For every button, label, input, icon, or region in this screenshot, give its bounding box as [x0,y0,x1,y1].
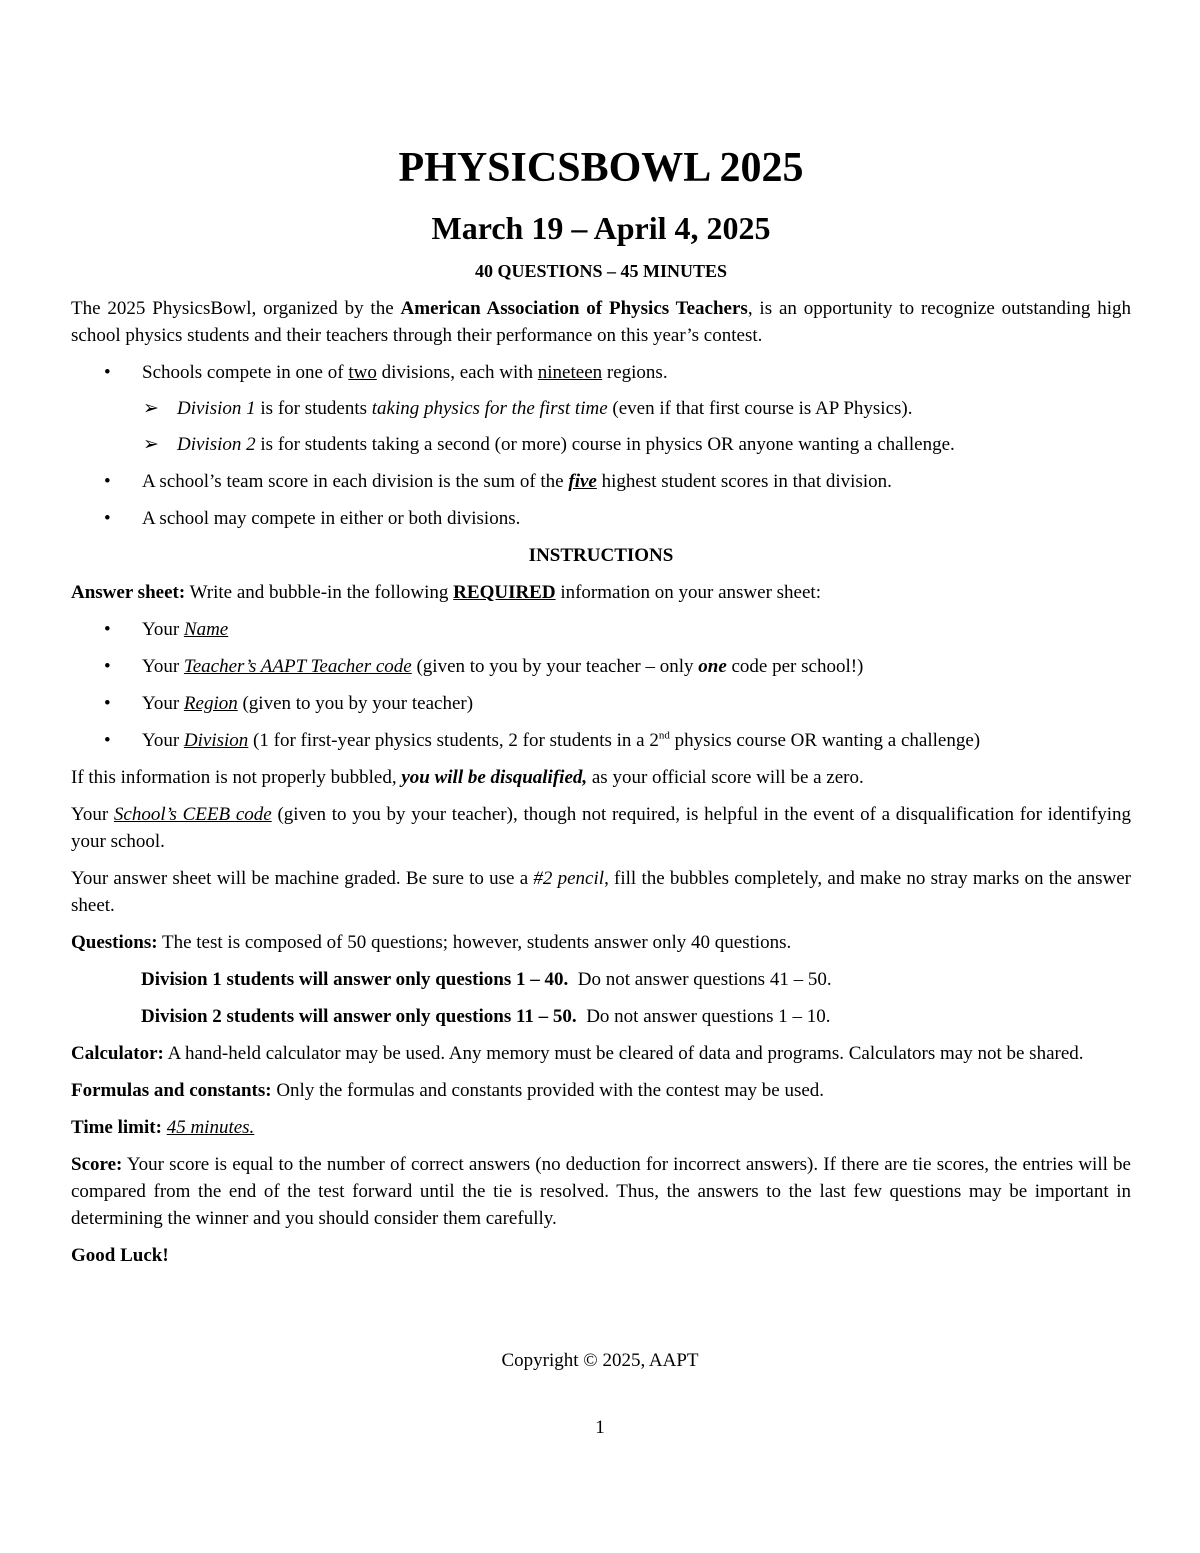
ceeb-paragraph: Your School’s CEEB code (given to you by your teacher), though not required, is helpful in the event of a disqualification for identifying your school. [71,804,1132,852]
list-item: • Your Name [71,616,1131,643]
time-limit-paragraph: Time limit: 45 minutes. [71,1117,255,1138]
list-item: • A school may compete in either or both divisions. [71,505,1131,532]
bullet-icon: • [104,730,111,751]
division-2-questions: Division 2 students will answer only questions 11 – 50. Do not answer questions 1 – 10. [141,1006,831,1027]
list-item-division-1: ➢ Division 1 is for students taking physics for the first time (even if that first course is AP Physics). [71,395,1131,422]
machine-graded-paragraph: Your answer sheet will be machine graded. Be sure to use a #2 pencil, fill the bubbles completely, and make no stray marks on the answer sheet. [71,868,1131,916]
bullet-icon: • [104,362,111,383]
team-rules-list [71,468,1131,532]
page-title: PHYSICSBOWL 2025 [398,145,804,191]
page-number: 1 [595,1417,605,1438]
arrowhead-bullet-icon: ➢ [143,398,159,419]
list-item: • Your Region (given to you by your teacher) [71,690,1131,717]
organization-name: American Association of Physics Teachers [400,298,748,319]
disqualification-note: If this information is not properly bubbled, you will be disqualified, as your official score will be a zero. [71,767,864,788]
arrowhead-bullet-icon: ➢ [143,434,159,455]
bullet-icon: • [104,471,111,492]
calculator-paragraph: Calculator: A hand-held calculator may be used. Any memory must be cleared of data and programs. Calculators may not be shared. [71,1043,1084,1064]
formulas-paragraph: Formulas and constants: Only the formulas and constants provided with the contest may be used. [71,1080,825,1101]
contest-format: 40 QUESTIONS – 45 MINUTES [474,261,728,281]
intro-paragraph: The 2025 PhysicsBowl, organized by the American Association of Physics Teachers, is an opportunity to recognize outstanding high school physics students and their teachers through their performance on this year’s contest. [71,298,1131,346]
list-item: • Schools compete in one of two divisions, each with nineteen regions. [71,359,1131,386]
required-info-list [71,616,1131,754]
list-item: • Your Division (1 for first-year physics students, 2 for students in a 2nd physics course OR wanting a challenge) [71,727,1131,754]
list-item-division-2: ➢ Division 2 is for students taking a second (or more) course in physics OR anyone wanting a challenge. [71,431,1131,458]
score-paragraph: Score: Your score is equal to the number of correct answers (no deduction for incorrect answers). If there are tie scores, the entries will be compared from the end of the test forward until the tie is resolved. Thus, the answers to the last few questions may be important in determining the winner and you should consider them carefully. [71,1154,1131,1229]
divisions-list [71,359,1131,386]
bullet-icon: • [104,508,111,529]
bullet-icon: • [104,619,111,640]
contest-dates: March 19 – April 4, 2025 [431,210,771,246]
bullet-icon: • [104,656,111,677]
list-item: • Your Teacher’s AAPT Teacher code (given to you by your teacher – only one code per school!) [71,653,1131,680]
copyright-notice: Copyright © 2025, AAPT [501,1350,699,1371]
list-item: • A school’s team score in each division is the sum of the five highest student scores in that division. [71,468,1131,495]
page-content [71,142,1131,1269]
good-luck: Good Luck! [71,1245,169,1266]
division-sublist [71,395,1131,458]
division-1-questions: Division 1 students will answer only questions 1 – 40. Do not answer questions 41 – 50. [141,969,832,990]
instructions-heading: INSTRUCTIONS [528,545,674,566]
bullet-icon: • [104,693,111,714]
questions-paragraph: Questions: The test is composed of 50 questions; however, students answer only 40 questions. [71,932,792,953]
answer-sheet-paragraph: Answer sheet: Write and bubble-in the following REQUIRED information on your answer sheet: [71,582,821,603]
